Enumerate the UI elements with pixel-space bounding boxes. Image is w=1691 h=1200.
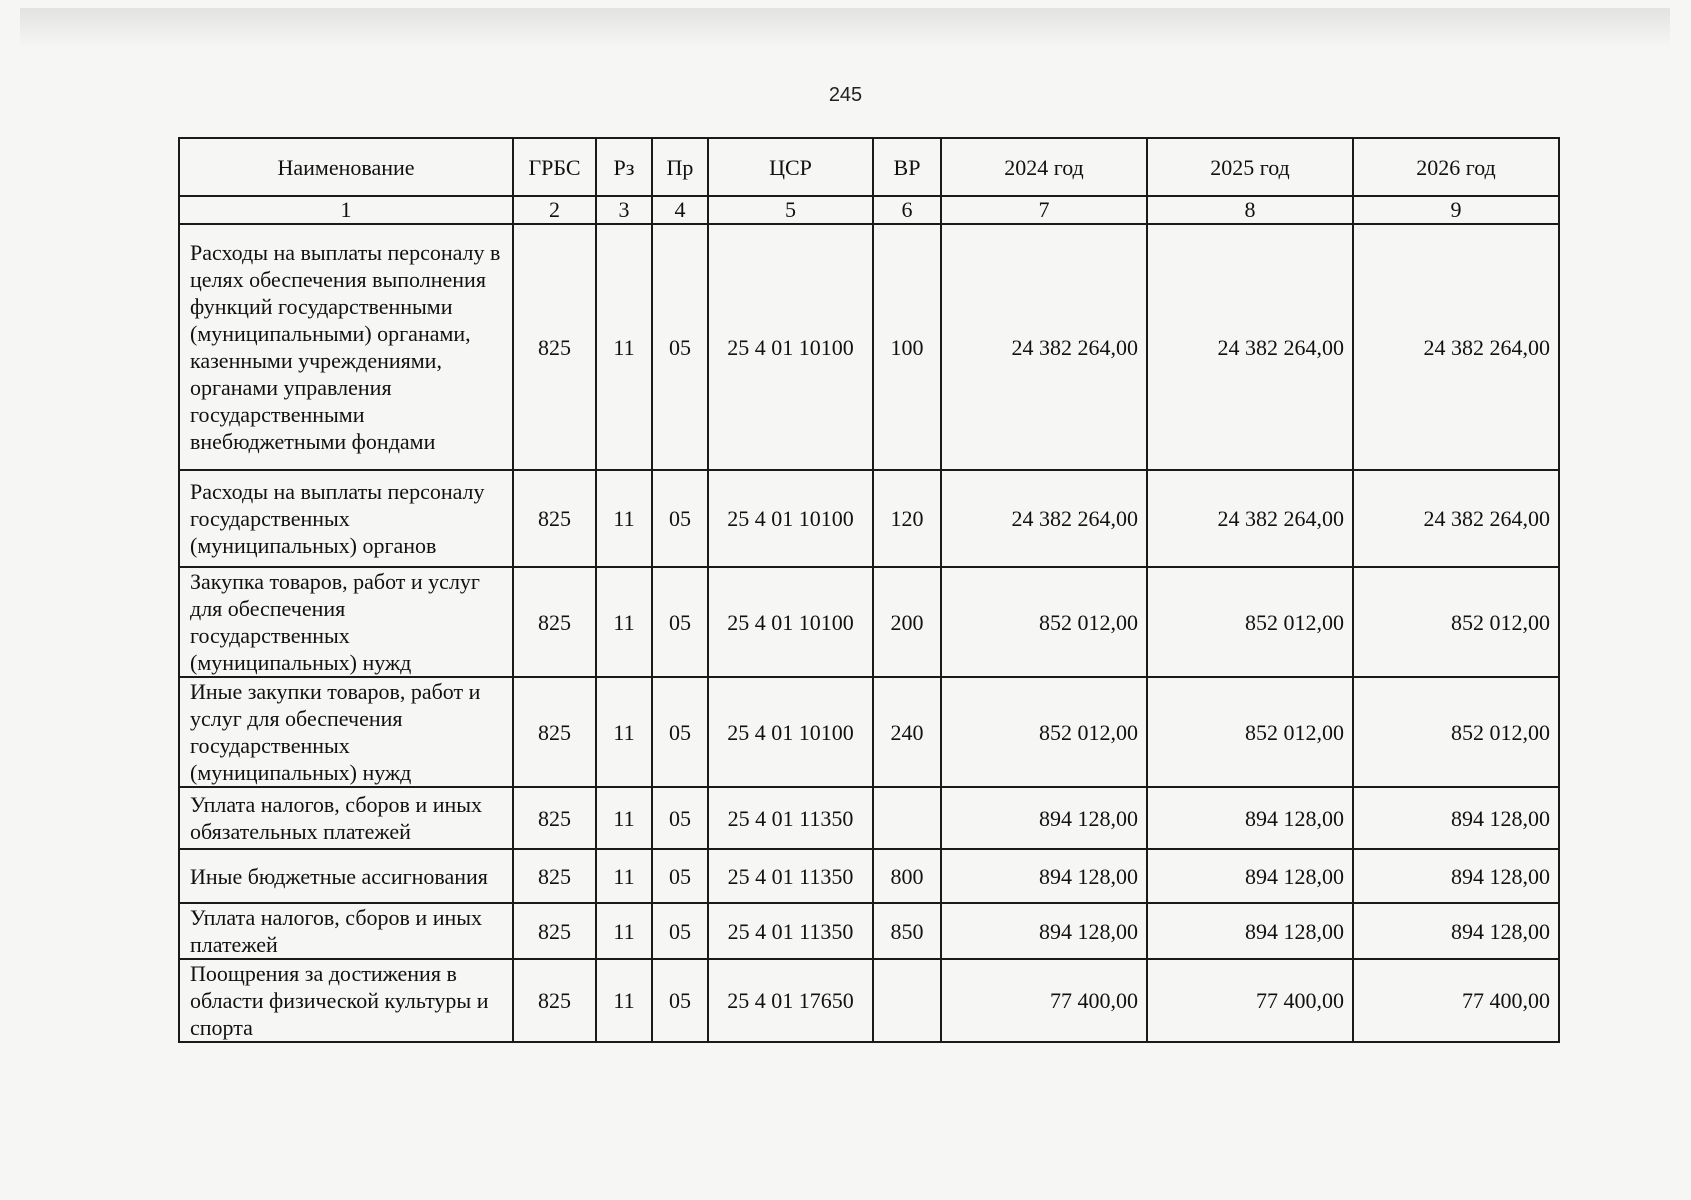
- row-rz: 11: [596, 677, 652, 787]
- row-2024: 852 012,00: [941, 677, 1147, 787]
- row-csr: 25 4 01 10100: [708, 224, 873, 470]
- row-rz: 11: [596, 903, 652, 959]
- row-name: Уплата налогов, сборов и иных обязательных платежей: [179, 787, 513, 849]
- row-pr: 05: [652, 959, 708, 1042]
- row-csr: 25 4 01 11350: [708, 903, 873, 959]
- row-2024: 852 012,00: [941, 567, 1147, 677]
- table-row: [179, 849, 1559, 903]
- row-rz: 11: [596, 567, 652, 677]
- column-number: 7: [941, 196, 1147, 224]
- page-number: 245: [828, 84, 863, 106]
- row-2025: 894 128,00: [1147, 903, 1353, 959]
- row-vr: [873, 787, 941, 849]
- header-row: [179, 138, 1559, 196]
- row-2026: 24 382 264,00: [1353, 224, 1559, 470]
- row-pr: 05: [652, 849, 708, 903]
- header-rz: Рз: [596, 138, 652, 196]
- row-vr: 240: [873, 677, 941, 787]
- column-number: 9: [1353, 196, 1559, 224]
- row-name: Иные бюджетные ассигнования: [179, 849, 513, 903]
- row-pr: 05: [652, 224, 708, 470]
- column-number: 8: [1147, 196, 1353, 224]
- row-vr: 800: [873, 849, 941, 903]
- row-name: Поощрения за достижения в области физической культуры и спорта: [179, 959, 513, 1042]
- table-row: [179, 903, 1559, 959]
- row-2026: 77 400,00: [1353, 959, 1559, 1042]
- row-vr: 120: [873, 470, 941, 567]
- row-grbs: 825: [513, 959, 596, 1042]
- row-csr: 25 4 01 10100: [708, 470, 873, 567]
- table-row: [179, 224, 1559, 470]
- row-name: Расходы на выплаты персоналу в целях обеспечения выполнения функций государственными (муниципальными) органами, казенными учреждениями, органами управления государственными внебюджетными фондами: [179, 224, 513, 470]
- header-pr: Пр: [652, 138, 708, 196]
- row-grbs: 825: [513, 470, 596, 567]
- row-grbs: 825: [513, 567, 596, 677]
- header-csr: ЦСР: [708, 138, 873, 196]
- column-number: 5: [708, 196, 873, 224]
- row-2025: 852 012,00: [1147, 677, 1353, 787]
- row-pr: 05: [652, 787, 708, 849]
- row-2025: 894 128,00: [1147, 849, 1353, 903]
- row-csr: 25 4 01 11350: [708, 849, 873, 903]
- row-grbs: 825: [513, 224, 596, 470]
- header-2025: 2025 год: [1147, 138, 1353, 196]
- row-2024: 894 128,00: [941, 903, 1147, 959]
- column-number: 1: [179, 196, 513, 224]
- row-2025: 852 012,00: [1147, 567, 1353, 677]
- header-vr: ВР: [873, 138, 941, 196]
- row-2026: 24 382 264,00: [1353, 470, 1559, 567]
- row-vr: [873, 959, 941, 1042]
- row-vr: 850: [873, 903, 941, 959]
- row-csr: 25 4 01 11350: [708, 787, 873, 849]
- row-2026: 852 012,00: [1353, 567, 1559, 677]
- column-number: 4: [652, 196, 708, 224]
- row-grbs: 825: [513, 903, 596, 959]
- row-rz: 11: [596, 224, 652, 470]
- row-2025: 24 382 264,00: [1147, 224, 1353, 470]
- row-2024: 894 128,00: [941, 849, 1147, 903]
- row-csr: 25 4 01 10100: [708, 677, 873, 787]
- row-2026: 894 128,00: [1353, 849, 1559, 903]
- row-2025: 77 400,00: [1147, 959, 1353, 1042]
- column-number-row: [179, 196, 1559, 224]
- row-grbs: 825: [513, 677, 596, 787]
- row-pr: 05: [652, 470, 708, 567]
- row-2026: 894 128,00: [1353, 787, 1559, 849]
- table-row: [179, 470, 1559, 567]
- row-pr: 05: [652, 567, 708, 677]
- column-number: 6: [873, 196, 941, 224]
- header-name: Наименование: [179, 138, 513, 196]
- header-2026: 2026 год: [1353, 138, 1559, 196]
- row-rz: 11: [596, 470, 652, 567]
- column-number: 3: [596, 196, 652, 224]
- row-2025: 24 382 264,00: [1147, 470, 1353, 567]
- row-name: Иные закупки товаров, работ и услуг для обеспечения государственных (муниципальных) нужд: [179, 677, 513, 787]
- row-name: Закупка товаров, работ и услуг для обеспечения государственных (муниципальных) нужд: [179, 567, 513, 677]
- row-vr: 200: [873, 567, 941, 677]
- row-csr: 25 4 01 17650: [708, 959, 873, 1042]
- row-pr: 05: [652, 677, 708, 787]
- header-2024: 2024 год: [941, 138, 1147, 196]
- row-grbs: 825: [513, 849, 596, 903]
- table-row: [179, 677, 1559, 787]
- row-rz: 11: [596, 787, 652, 849]
- table-row: [179, 567, 1559, 677]
- row-2024: 77 400,00: [941, 959, 1147, 1042]
- row-rz: 11: [596, 959, 652, 1042]
- header-grbs: ГРБС: [513, 138, 596, 196]
- scan-edge-noise: [20, 8, 1670, 48]
- table-row: [179, 959, 1559, 1042]
- row-rz: 11: [596, 849, 652, 903]
- row-2024: 24 382 264,00: [941, 224, 1147, 470]
- row-vr: 100: [873, 224, 941, 470]
- column-number: 2: [513, 196, 596, 224]
- row-name: Расходы на выплаты персоналу государственных (муниципальных) органов: [179, 470, 513, 567]
- table-row: [179, 787, 1559, 849]
- row-2024: 894 128,00: [941, 787, 1147, 849]
- row-2026: 894 128,00: [1353, 903, 1559, 959]
- row-csr: 25 4 01 10100: [708, 567, 873, 677]
- row-pr: 05: [652, 903, 708, 959]
- row-2026: 852 012,00: [1353, 677, 1559, 787]
- row-grbs: 825: [513, 787, 596, 849]
- row-name: Уплата налогов, сборов и иных платежей: [179, 903, 513, 959]
- row-2025: 894 128,00: [1147, 787, 1353, 849]
- row-2024: 24 382 264,00: [941, 470, 1147, 567]
- budget-table: [178, 137, 1560, 1043]
